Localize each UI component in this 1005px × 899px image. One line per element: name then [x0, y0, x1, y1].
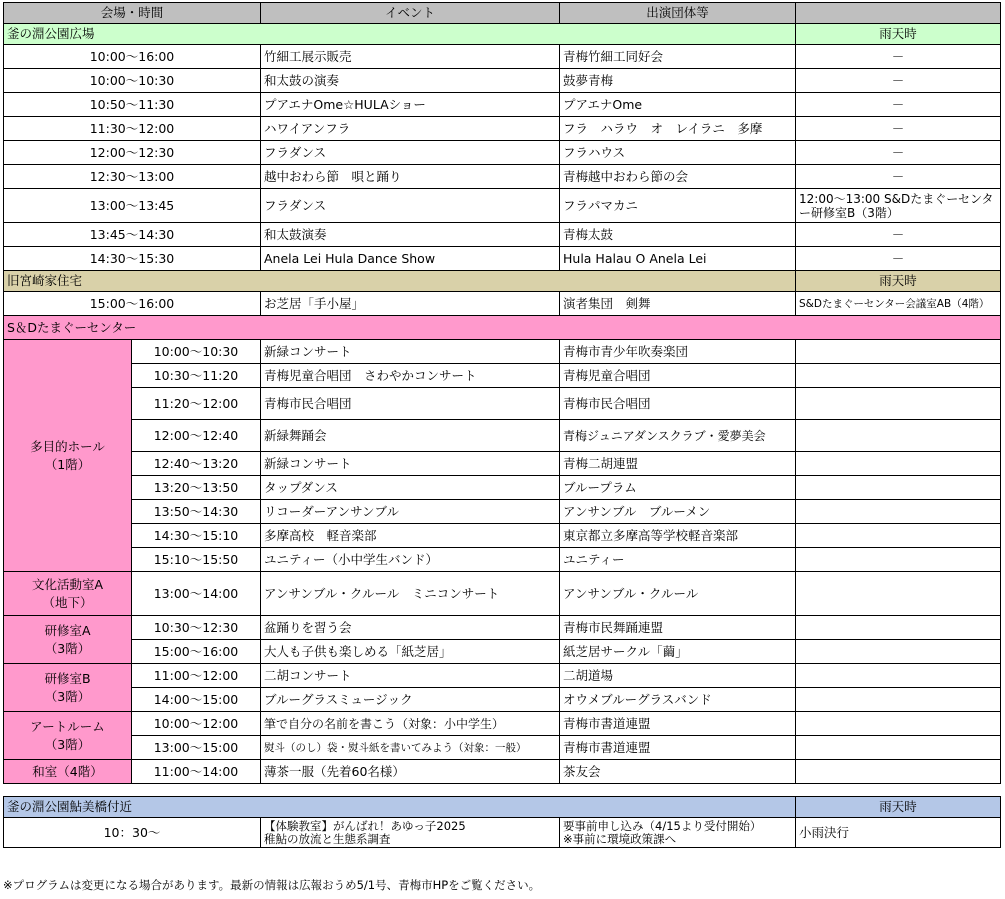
rain-cell: － — [796, 223, 1001, 247]
table-row — [4, 189, 1001, 223]
performer-cell: 東京都立多摩高等学校軽音楽部 — [560, 524, 796, 548]
rain-cell: － — [796, 165, 1001, 189]
performer-cell: 演者集団 剣舞 — [560, 292, 796, 316]
program-table — [3, 2, 1001, 848]
venue-floor: （3階） — [44, 688, 91, 704]
table-row — [4, 117, 1001, 141]
performer-cell: ブループラム — [560, 476, 796, 500]
table-row — [4, 141, 1001, 165]
venue-name: 和室（4階） — [32, 763, 103, 779]
performer-cell: 茶友会 — [560, 760, 796, 784]
rain-cell — [796, 736, 1001, 760]
time-cell: 10：30～ — [4, 818, 261, 848]
venue-cell — [4, 340, 132, 572]
venue-cell — [4, 712, 132, 760]
event-cell: アンサンブル・クルール ミニコンサート — [261, 572, 560, 616]
rain-header: 雨天時 — [796, 271, 1001, 292]
time-cell: 10:30～12:30 — [132, 616, 261, 640]
event-cell: 二胡コンサート — [261, 664, 560, 688]
table-row — [4, 760, 1001, 784]
rain-cell — [796, 664, 1001, 688]
rain-cell — [796, 364, 1001, 388]
table-row — [4, 572, 1001, 616]
section-title: 旧宮崎家住宅 — [4, 271, 796, 292]
performer-line-2: ※事前に環境政策課へ — [563, 831, 677, 846]
time-cell: 10:00～10:30 — [132, 340, 261, 364]
time-cell: 12:00～12:30 — [4, 141, 261, 165]
time-cell: 12:30～13:00 — [4, 165, 261, 189]
performer-cell: 青梅市民舞踊連盟 — [560, 616, 796, 640]
venue-cell — [4, 572, 132, 616]
venue-name: 多目的ホール — [30, 438, 105, 454]
performer-cell: 青梅越中おわら節の会 — [560, 165, 796, 189]
performer-cell: 青梅市青少年吹奏楽団 — [560, 340, 796, 364]
rain-cell — [796, 420, 1001, 452]
table-row — [4, 93, 1001, 117]
rain-cell: 12:00～13:00 S&Dたまぐーセンター研修室B（3階） — [796, 189, 1001, 223]
time-cell: 15:10～15:50 — [132, 548, 261, 572]
performer-cell: 紙芝居サークル「繭」 — [560, 640, 796, 664]
event-line-2: 稚鮎の放流と生態系調査 — [264, 831, 391, 846]
performer-cell — [560, 818, 796, 848]
time-cell: 10:00～16:00 — [4, 45, 261, 69]
event-cell: 竹細工展示販売 — [261, 45, 560, 69]
performer-cell: 青梅児童合唱団 — [560, 364, 796, 388]
performer-cell: 青梅竹細工同好会 — [560, 45, 796, 69]
table-row — [4, 388, 1001, 420]
table-row — [4, 420, 1001, 452]
event-cell: 多摩高校 軽音楽部 — [261, 524, 560, 548]
rain-header: 雨天時 — [796, 24, 1001, 45]
performer-cell: プアエナOme — [560, 93, 796, 117]
performer-cell: 青梅市書道連盟 — [560, 712, 796, 736]
event-cell — [261, 818, 560, 848]
header-event: イベント — [261, 3, 560, 24]
event-cell: 新緑舞踊会 — [261, 420, 560, 452]
rain-cell — [796, 712, 1001, 736]
time-cell: 10:30～11:20 — [132, 364, 261, 388]
table-row — [4, 548, 1001, 572]
performer-cell: オウメブルーグラスバンド — [560, 688, 796, 712]
rain-cell: － — [796, 117, 1001, 141]
event-cell: リコーダーアンサンブル — [261, 500, 560, 524]
performer-cell: アンサンブル・クルール — [560, 572, 796, 616]
table-row — [4, 664, 1001, 688]
rain-cell — [796, 388, 1001, 420]
event-cell: Anela Lei Hula Dance Show — [261, 247, 560, 271]
event-cell: 新緑コンサート — [261, 452, 560, 476]
table-row — [4, 45, 1001, 69]
table-row — [4, 524, 1001, 548]
event-cell: ハワイアンフラ — [261, 117, 560, 141]
table-row — [4, 500, 1001, 524]
event-cell: ユニティー（小中学生バンド） — [261, 548, 560, 572]
event-cell: 和太鼓演奏 — [261, 223, 560, 247]
venue-floor: （3階） — [44, 640, 91, 656]
table-row — [4, 165, 1001, 189]
table-row — [4, 712, 1001, 736]
time-cell: 12:40～13:20 — [132, 452, 261, 476]
event-cell: 熨斗（のし）袋・熨斗紙を書いてみよう（対象：一般） — [261, 736, 560, 760]
performer-cell: 青梅ジュニアダンスクラブ・愛夢美会 — [560, 420, 796, 452]
rain-cell — [796, 548, 1001, 572]
rain-cell — [796, 524, 1001, 548]
time-cell: 15:00～16:00 — [4, 292, 261, 316]
venue-cell — [4, 616, 132, 664]
event-line-1: 【体験教室】がんばれ！あゆっ子2025 — [264, 818, 466, 833]
event-cell: 盆踊りを習う会 — [261, 616, 560, 640]
table-row — [4, 640, 1001, 664]
table-row — [4, 340, 1001, 364]
performer-cell: フラハウス — [560, 141, 796, 165]
table-row — [4, 818, 1001, 848]
table-row — [4, 69, 1001, 93]
time-cell: 12:00～12:40 — [132, 420, 261, 452]
schedule-sheet — [3, 2, 1001, 848]
section-title: 釜の淵公園広場 — [4, 24, 796, 45]
venue-floor: （3階） — [44, 736, 91, 752]
section-title: S＆Dたまぐーセンター — [4, 316, 1001, 340]
rain-cell — [796, 616, 1001, 640]
time-cell: 11:00～12:00 — [132, 664, 261, 688]
event-cell: 大人も子供も楽しめる「紙芝居」 — [261, 640, 560, 664]
time-cell: 13:50～14:30 — [132, 500, 261, 524]
time-cell: 13:20～13:50 — [132, 476, 261, 500]
time-cell: 14:30～15:30 — [4, 247, 261, 271]
time-cell: 13:45～14:30 — [4, 223, 261, 247]
event-cell: 青梅児童合唱団 さわやかコンサート — [261, 364, 560, 388]
performer-cell: 鼓夢青梅 — [560, 69, 796, 93]
time-cell: 11:30～12:00 — [4, 117, 261, 141]
rain-cell — [796, 476, 1001, 500]
time-cell: 13:00～15:00 — [132, 736, 261, 760]
table-row — [4, 292, 1001, 316]
rain-cell — [796, 452, 1001, 476]
rain-cell — [796, 340, 1001, 364]
rain-cell: － — [796, 93, 1001, 117]
rain-cell — [796, 640, 1001, 664]
section-header-center — [4, 316, 1001, 340]
event-cell: 青梅市民合唱団 — [261, 388, 560, 420]
event-cell: 薄茶一服（先着60名様） — [261, 760, 560, 784]
event-cell: フラダンス — [261, 189, 560, 223]
rain-cell — [796, 760, 1001, 784]
performer-cell: 青梅二胡連盟 — [560, 452, 796, 476]
performer-cell: ユニティー — [560, 548, 796, 572]
table-row — [4, 688, 1001, 712]
venue-floor: （地下） — [42, 594, 93, 610]
time-cell: 14:00～15:00 — [132, 688, 261, 712]
venue-name: 文化活動室A — [31, 576, 104, 592]
event-cell: 新緑コンサート — [261, 340, 560, 364]
table-row — [4, 616, 1001, 640]
header-performer: 出演団体等 — [560, 3, 796, 24]
venue-name: 研修室A — [44, 622, 91, 638]
rain-cell: 小雨決行 — [796, 818, 1001, 848]
section-header-house — [4, 271, 1001, 292]
event-cell: フラダンス — [261, 141, 560, 165]
time-cell: 10:00～12:00 — [132, 712, 261, 736]
section-title: 釜の淵公園鮎美橋付近 — [4, 797, 796, 818]
performer-cell: フラ ハラウ オ レイラニ 多摩 — [560, 117, 796, 141]
time-cell: 13:00～14:00 — [132, 572, 261, 616]
venue-floor: （1階） — [44, 456, 91, 472]
rain-cell — [796, 500, 1001, 524]
table-row — [4, 736, 1001, 760]
venue-cell — [4, 664, 132, 712]
rain-cell — [796, 572, 1001, 616]
performer-cell: 青梅太鼓 — [560, 223, 796, 247]
table-row — [4, 247, 1001, 271]
header-extra — [796, 3, 1001, 24]
performer-line-1: 要事前申し込み（4/15より受付開始） — [563, 818, 762, 833]
rain-cell — [796, 688, 1001, 712]
event-cell: ブルーグラスミュージック — [261, 688, 560, 712]
spacer-row — [4, 784, 1001, 797]
time-cell: 13:00～13:45 — [4, 189, 261, 223]
performer-cell: 青梅市民合唱団 — [560, 388, 796, 420]
table-row — [4, 223, 1001, 247]
header-row — [4, 3, 1001, 24]
rain-cell: S&Dたまぐーセンター会議室AB（4階） — [796, 292, 1001, 316]
rain-header: 雨天時 — [796, 797, 1001, 818]
event-cell: お芝居「手小屋」 — [261, 292, 560, 316]
table-row — [4, 452, 1001, 476]
event-cell: 和太鼓の演奏 — [261, 69, 560, 93]
header-venue-time: 会場・時間 — [4, 3, 261, 24]
event-cell: 筆で自分の名前を書こう（対象：小中学生） — [261, 712, 560, 736]
event-cell: プアエナOme☆HULAショー — [261, 93, 560, 117]
time-cell: 11:00～14:00 — [132, 760, 261, 784]
event-cell: 越中おわら節 唄と踊り — [261, 165, 560, 189]
table-row — [4, 476, 1001, 500]
time-cell: 11:20～12:00 — [132, 388, 261, 420]
performer-cell: Hula Halau O Anela Lei — [560, 247, 796, 271]
section-header-park — [4, 24, 1001, 45]
time-cell: 14:30～15:10 — [132, 524, 261, 548]
venue-name: アートルーム — [30, 718, 105, 734]
performer-cell: アンサンブル ブルーメン — [560, 500, 796, 524]
footnote: ※プログラムは変更になる場合があります。最新の情報は広報おうめ5/1号、青梅市HPをご覧ください。 — [3, 878, 541, 892]
event-cell: タップダンス — [261, 476, 560, 500]
performer-cell: 青梅市書道連盟 — [560, 736, 796, 760]
section-header-bridge — [4, 797, 1001, 818]
spacer — [4, 784, 1001, 797]
rain-cell: － — [796, 141, 1001, 165]
performer-cell: フラパマカニ — [560, 189, 796, 223]
time-cell: 15:00～16:00 — [132, 640, 261, 664]
table-row — [4, 364, 1001, 388]
rain-cell: － — [796, 247, 1001, 271]
rain-cell: － — [796, 45, 1001, 69]
venue-cell — [4, 760, 132, 784]
performer-cell: 二胡道場 — [560, 664, 796, 688]
rain-cell: － — [796, 69, 1001, 93]
time-cell: 10:00～10:30 — [4, 69, 261, 93]
venue-name: 研修室B — [44, 670, 91, 686]
time-cell: 10:50～11:30 — [4, 93, 261, 117]
